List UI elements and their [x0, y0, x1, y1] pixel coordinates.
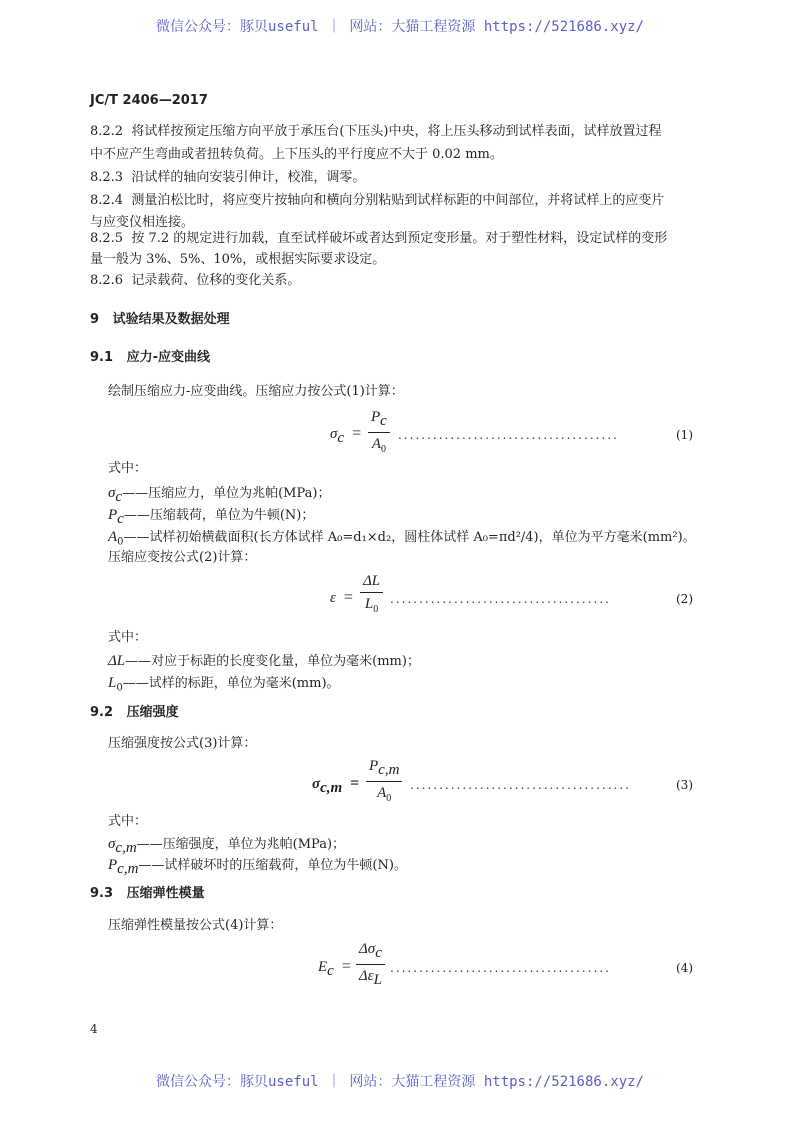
section-number: 9.1 — [90, 350, 114, 365]
section-number: 9.2 — [90, 705, 114, 720]
clause-text: 中不应产生弯曲或者扭转负荷。上下压头的平行度应不大于 0.02 mm。 — [90, 147, 503, 162]
standard-header: JC/T 2406—2017 — [90, 93, 208, 108]
eq-lhs: $\sigma_{c,m}$ = — [312, 775, 360, 797]
clause-text: 沿试样的轴向安装引伸计，校准，调零。 — [131, 170, 366, 185]
paragraph: 压缩弹性模量按公式(4)计算： — [108, 918, 283, 933]
clause-text: 将试样按预定压缩方向平放于承压台(下压头)中央，将上压头移动到试样表面，试样放置过程 — [131, 124, 662, 139]
definition: $P_c——$压缩载荷，单位为牛顿(N)； — [108, 507, 315, 527]
clause-text: 与应变仪相连接。 — [90, 215, 195, 230]
paragraph: 压缩强度按公式(3)计算： — [108, 736, 257, 751]
eq-lhs: $E_c$ = — [318, 958, 351, 980]
leader-dots: ...................................... — [398, 428, 619, 442]
section-title: 试验结果及数据处理 — [112, 312, 230, 327]
watermark-bottom: 微信公众号：豚贝useful ｜ 网站：大猫工程资源 https://521686.xyz/ — [155, 1074, 644, 1090]
clause-824 — [90, 192, 664, 210]
clause-number: 8.2.3 — [90, 170, 124, 185]
leader-dots: ...................................... — [390, 592, 611, 606]
clause-text: 量一般为 3%、5%、10%，或根据实际要求设定。 — [90, 252, 386, 267]
definition: $A_0——$试样初始横截面积(长方体试样 A₀=d₁×d₂，圆柱体试样 A₀=πd²/4)，单位为平方毫米(mm²)。 — [108, 529, 696, 548]
equation-number: (4) — [676, 961, 693, 975]
equation-number: (1) — [676, 428, 693, 442]
clause-number: 8.2.6 — [90, 273, 124, 288]
watermark-top: 微信公众号：豚贝useful ｜ 网站：大猫工程资源 https://521686.xyz/ — [155, 19, 644, 35]
equation-number: (2) — [676, 592, 693, 606]
paragraph: 压缩应变按公式(2)计算： — [108, 550, 257, 565]
where-label: 式中： — [108, 630, 148, 645]
clause-825 — [90, 230, 667, 248]
section-9-1-heading — [90, 349, 210, 367]
section-9-heading — [90, 311, 230, 329]
definition: $\sigma_{c,m}——$压缩强度，单位为兆帕(MPa)； — [108, 836, 346, 856]
eq-fraction: $\Delta\sigma_c$ $\Delta\varepsilon_L$ — [356, 940, 385, 989]
eq-lhs: $\sigma_c$ = — [330, 425, 362, 447]
eq-fraction: $\frac{\Delta L}{L_0}$ — [360, 572, 383, 615]
clause-text: 测量泊松比时，将应变片按轴向和横向分别粘贴到试样标距的中间部位，并将试样上的应变片 — [131, 193, 665, 208]
clause-number: 8.2.5 — [90, 231, 124, 246]
eq-fraction: $\frac{P_c}{A_0}$ — [368, 408, 390, 455]
clause-826 — [90, 272, 300, 290]
eq-fraction: $\frac{P_{c,m}}{A_0}$ — [366, 757, 402, 804]
section-9-2-heading — [90, 704, 179, 722]
clause-text: 记录载荷、位移的变化关系。 — [131, 273, 301, 288]
section-number: 9 — [90, 312, 100, 327]
definition: $\sigma_c——$压缩应力，单位为兆帕(MPa)； — [108, 485, 331, 505]
eq-lhs: ε = — [330, 589, 353, 606]
definition: $L_0——$试样的标距，单位为毫米(mm)。 — [108, 675, 340, 694]
page-number: 4 — [90, 1022, 98, 1036]
section-number: 9.3 — [90, 886, 114, 901]
equation-number: (3) — [676, 778, 693, 792]
clause-number: 8.2.4 — [90, 193, 124, 208]
clause-822 — [90, 123, 662, 141]
where-label: 式中： — [108, 814, 148, 829]
definition: $P_{c,m}——$试样破坏时的压缩载荷，单位为牛顿(N)。 — [108, 857, 407, 877]
section-title: 压缩弹性模量 — [126, 886, 205, 901]
section-title: 应力-应变曲线 — [126, 350, 211, 365]
leader-dots: ...................................... — [410, 778, 631, 792]
clause-823 — [90, 169, 365, 187]
paragraph: 绘制压缩应力-应变曲线。压缩应力按公式(1)计算： — [108, 384, 404, 399]
definition: ΔL——对应于标距的长度变化量，单位为毫米(mm)； — [108, 653, 420, 669]
leader-dots: ...................................... — [390, 961, 611, 975]
clause-number: 8.2.2 — [90, 124, 124, 139]
clause-text: 按 7.2 的规定进行加载，直至试样破坏或者达到预定变形量。对于塑性材料，设定试样的变形 — [131, 231, 668, 246]
where-label: 式中： — [108, 461, 148, 476]
section-title: 压缩强度 — [126, 705, 179, 720]
section-9-3-heading — [90, 885, 205, 903]
